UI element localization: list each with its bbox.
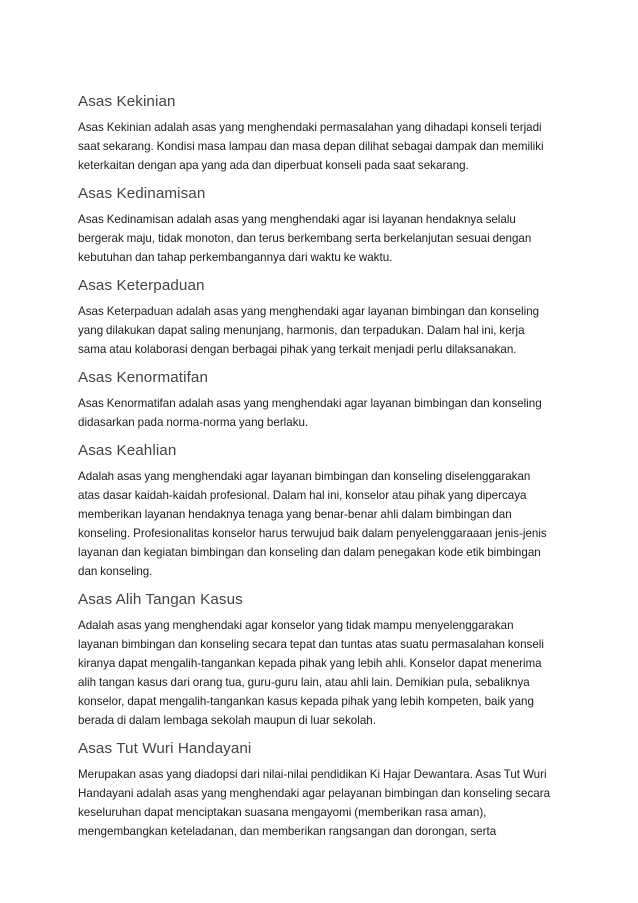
paragraph-line: alih tangan kasus dari orang tua, guru-guru lain, atau ahli lain. Demikian pula, sebaliknya (78, 676, 530, 689)
paragraph-line: memberikan layanan hendaknya tenaga yang benar-benar ahli dalam bimbingan dan (78, 508, 512, 521)
paragraph-line: konseling. Profesionalitas konselor harus terwujud baik dalam penyelenggaraaan jenis-jenis (78, 527, 547, 540)
paragraph-line: atas dasar kaidah-kaidah profesional. Dalam hal ini, konselor atau pihak yang dipercaya (78, 489, 527, 502)
paragraph-line: layanan dan kegiatan bimbingan dan konseling dan dalam penegakan kode etik bimbingan (78, 546, 541, 559)
section-kenormatifan (78, 368, 568, 432)
paragraph-line: Asas Kekinian adalah asas yang menghendaki permasalahan yang dihadapi konseli terjadi (78, 121, 542, 134)
section-kekinian (78, 92, 568, 175)
section-paragraph (78, 394, 568, 432)
paragraph-line: Adalah asas yang menghendaki agar layanan bimbingan dan konseling diselenggarakan (78, 470, 531, 483)
section-heading: Asas Tut Wuri Handayani (78, 740, 252, 757)
paragraph-line: saat sekarang. Kondisi masa lampau dan masa depan dilihat sebagai dampak dan memiliki (78, 140, 544, 153)
section-heading: Asas Keterpaduan (78, 277, 205, 294)
section-kedinamisan (78, 184, 568, 267)
paragraph-line: Asas Keterpaduan adalah asas yang menghendaki agar layanan bimbingan dan konseling (78, 305, 540, 318)
section-heading: Asas Alih Tangan Kasus (78, 591, 243, 608)
section-paragraph (78, 302, 568, 359)
paragraph-line: keseluruhan dapat menciptakan suasana mengayomi (memberikan rasa aman), (78, 806, 487, 819)
paragraph-line: konselor, dapat mengalih-tangankan kasus kepada pihak yang lebih kompeten, baik yang (78, 695, 534, 708)
section-paragraph (78, 210, 568, 267)
section-tut-wuri-handayani (78, 739, 568, 841)
paragraph-line: keterkaitan dengan apa yang ada dan diperbuat konseli pada saat sekarang. (78, 159, 469, 172)
paragraph-line: kebutuhan dan tahap perkembangannya dari waktu ke waktu. (78, 251, 393, 264)
paragraph-line: yang dilakukan dapat saling menunjang, harmonis, dan terpadukan. Dalam hal ini, kerja (78, 324, 525, 337)
section-alih-tangan-kasus (78, 590, 568, 730)
paragraph-line: berada di dalam lembaga sekolah maupun di luar sekolah. (78, 714, 376, 727)
section-paragraph (78, 467, 568, 581)
paragraph-line: Adalah asas yang menghendaki agar konselor yang tidak mampu menyelenggarakan (78, 619, 514, 632)
paragraph-line: Merupakan asas yang diadopsi dari nilai-nilai pendidikan Ki Hajar Dewantara. Asas Tut Wuri (78, 768, 547, 781)
section-paragraph (78, 616, 568, 730)
paragraph-line: kiranya dapat mengalih-tangankan kepada pihak yang lebih ahli. Konselor dapat menerima (78, 657, 542, 670)
paragraph-line: dan konseling. (78, 565, 153, 578)
paragraph-line: bergerak maju, tidak monoton, dan terus berkembang serta berkelanjutan sesuai dengan (78, 232, 532, 245)
section-heading: Asas Kekinian (78, 93, 176, 110)
paragraph-line: mengembangkan keteladanan, dan memberikan rangsangan dan dorongan, serta (78, 825, 497, 838)
section-paragraph (78, 765, 568, 841)
section-paragraph (78, 118, 568, 175)
paragraph-line: Handayani adalah asas yang menghendaki agar pelayanan bimbingan dan konseling secara (78, 787, 551, 800)
paragraph-line: layanan bimbingan dan konseling secara tepat dan tuntas atas suatu permasalahan konseli (78, 638, 544, 651)
paragraph-line: Asas Kedinamisan adalah asas yang menghendaki agar isi layanan hendaknya selalu (78, 213, 516, 226)
paragraph-line: didasarkan pada norma-norma yang berlaku. (78, 416, 309, 429)
document-page (78, 92, 568, 850)
section-heading: Asas Kenormatifan (78, 369, 209, 386)
paragraph-line: Asas Kenormatifan adalah asas yang menghendaki agar layanan bimbingan dan konseling (78, 397, 542, 410)
section-keahlian (78, 441, 568, 581)
section-keterpaduan (78, 276, 568, 359)
paragraph-line: sama atau kolaborasi dengan berbagai pihak yang terkait menjadi perlu dilaksanakan. (78, 343, 517, 356)
section-heading: Asas Keahlian (78, 442, 177, 459)
section-heading: Asas Kedinamisan (78, 185, 206, 202)
